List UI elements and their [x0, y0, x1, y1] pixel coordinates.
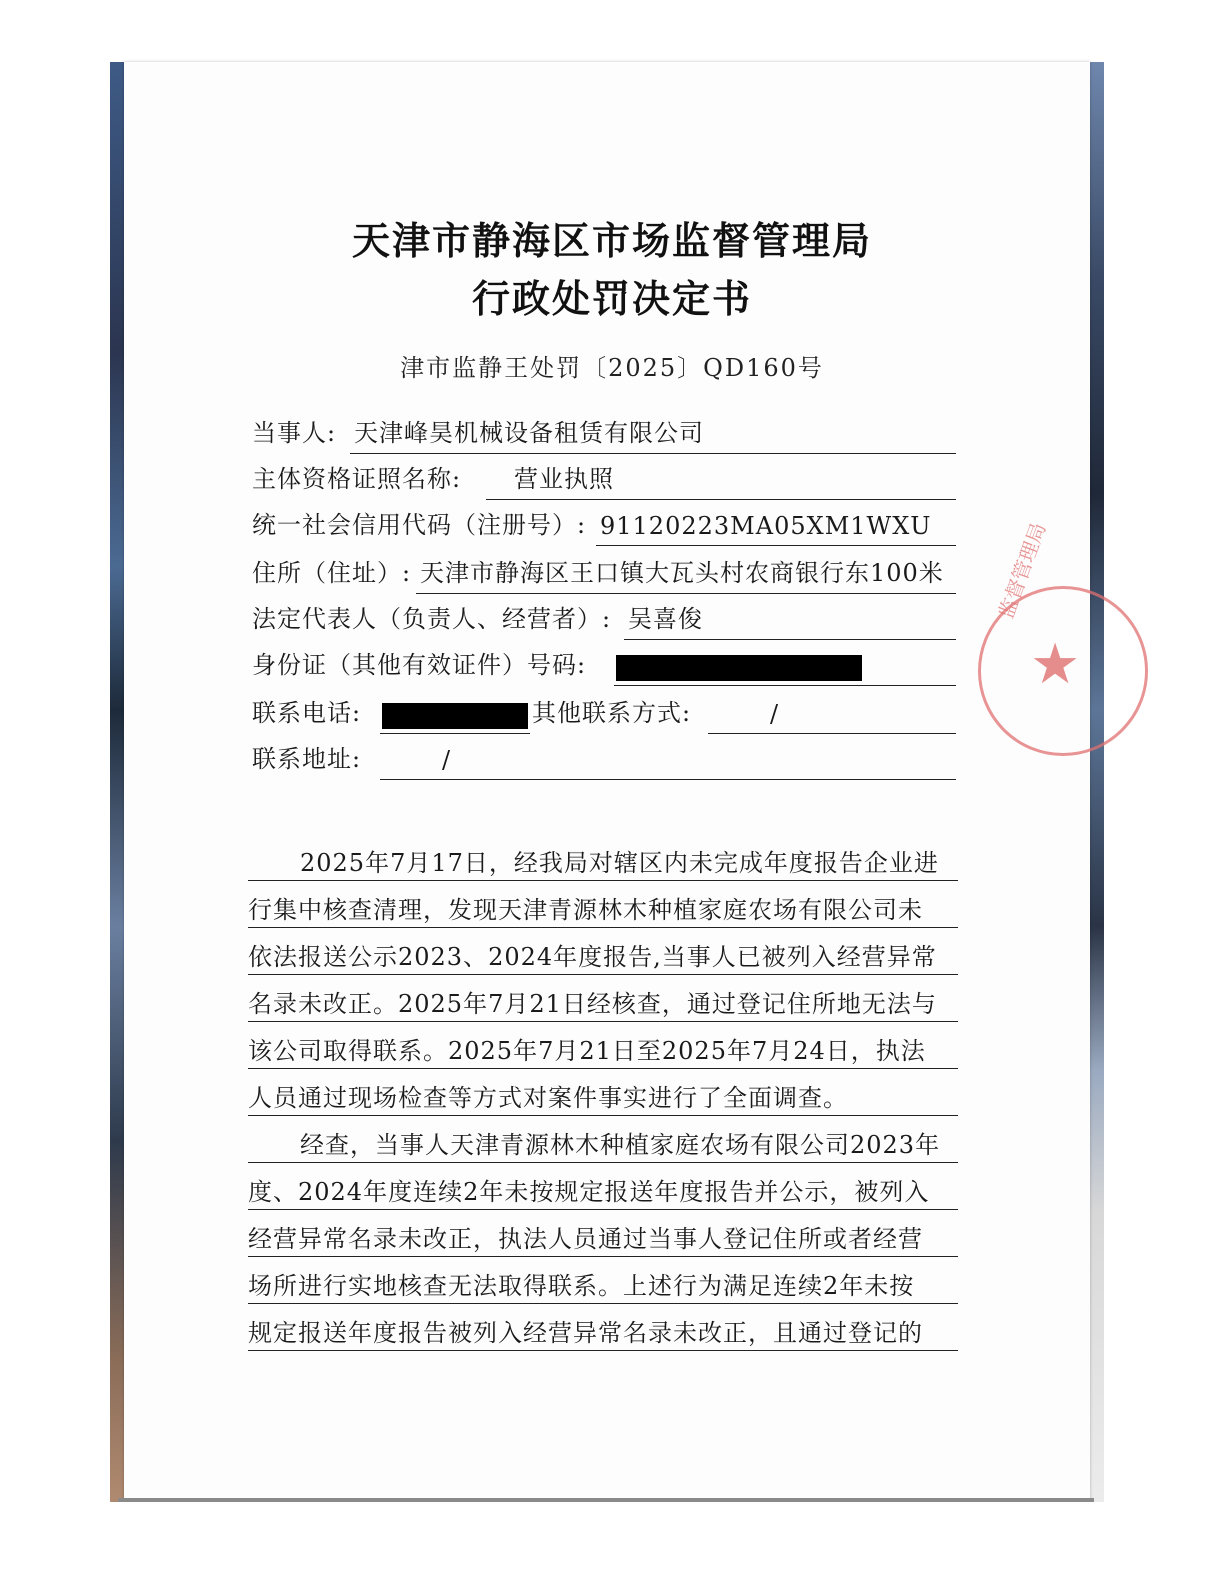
legal-rep-label: 法定代表人（负责人、经营者）:: [252, 605, 612, 633]
contact-address-label: 联系地址:: [252, 745, 362, 773]
field-contact-address: [252, 740, 956, 780]
paragraph2-line: 规定报送年度报告被列入经营异常名录未改正，且通过登记的: [248, 1304, 958, 1351]
other-contact-value-line: [708, 698, 956, 734]
party-value-line: [350, 418, 956, 454]
phone-redaction: [382, 703, 528, 729]
field-id-number: [252, 646, 956, 686]
credit-code-value: 91120223MA05XM1WXU: [600, 512, 932, 540]
paragraph1-line: 人员通过现场检查等方式对案件事实进行了全面调查。: [248, 1069, 958, 1116]
credit-code-label: 统一社会信用代码（注册号）:: [252, 511, 587, 539]
document-title-line1: 天津市静海区市场监督管理局: [351, 218, 872, 263]
contact-address-value-line: [380, 744, 956, 780]
credit-code-value-line: [596, 510, 956, 546]
party-value: 天津峰昊机械设备租赁有限公司: [354, 419, 704, 447]
field-legal-rep: [252, 600, 956, 640]
other-contact-label: 其他联系方式:: [532, 699, 692, 727]
document-title-line2: 行政处罚决定书: [471, 276, 752, 321]
paragraph-findings: [248, 1116, 958, 1351]
paragraph2-line: 经营异常名录未改正，执法人员通过当事人登记住所或者经营: [248, 1210, 958, 1257]
paragraph1-line: 名录未改正。2025年7月21日经核查，通过登记住所地无法与: [248, 975, 958, 1022]
seal-star-icon: ★: [1030, 632, 1081, 697]
license-value: 营业执照: [514, 465, 614, 493]
party-label: 当事人:: [252, 419, 337, 447]
paper-bottom-edge: [118, 1498, 1094, 1502]
field-address: [252, 554, 956, 594]
id-value-line: [614, 650, 956, 686]
field-credit-code: [252, 506, 956, 546]
paragraph1-line: 该公司取得联系。2025年7月21日至2025年7月24日，执法: [248, 1022, 958, 1069]
license-label: 主体资格证照名称:: [252, 465, 462, 493]
address-value: 天津市静海区王口镇大瓦头村农商银行东100米: [420, 559, 944, 587]
field-phone: [252, 694, 956, 734]
phone-label: 联系电话:: [252, 699, 362, 727]
other-contact-value: /: [770, 700, 780, 728]
legal-rep-value: 吴喜俊: [628, 605, 703, 633]
id-label: 身份证（其他有效证件）号码:: [252, 651, 587, 679]
paragraph2-line: 度、2024年度连续2年未按规定报送年度报告并公示，被列入: [248, 1163, 958, 1210]
id-redaction: [616, 655, 862, 681]
phone-value-line: [380, 698, 530, 734]
paragraph1-line: 2025年7月17日，经我局对辖区内未完成年度报告企业进: [248, 834, 958, 881]
paragraph2-line: 经查，当事人天津青源林木种植家庭农场有限公司2023年: [248, 1116, 958, 1163]
address-value-line: [416, 558, 956, 594]
seal-text: 监督管理局: [993, 519, 1051, 622]
paragraph1-line: 依法报送公示2023、2024年度报告,当事人已被列入经营异常: [248, 928, 958, 975]
field-license: [252, 460, 956, 500]
document-number: 津市监静王处罚〔2025〕QD160号: [400, 354, 824, 382]
license-value-line: [486, 464, 956, 500]
paragraph1-line: 行集中核查清理，发现天津青源林木种植家庭农场有限公司未: [248, 881, 958, 928]
field-party: [252, 414, 956, 454]
contact-address-value: /: [442, 746, 452, 774]
paragraph2-line: 场所进行实地核查无法取得联系。上述行为满足连续2年未按: [248, 1257, 958, 1304]
legal-rep-value-line: [624, 604, 956, 640]
address-label: 住所（住址）:: [252, 559, 412, 587]
paragraph-facts: [248, 834, 958, 1116]
